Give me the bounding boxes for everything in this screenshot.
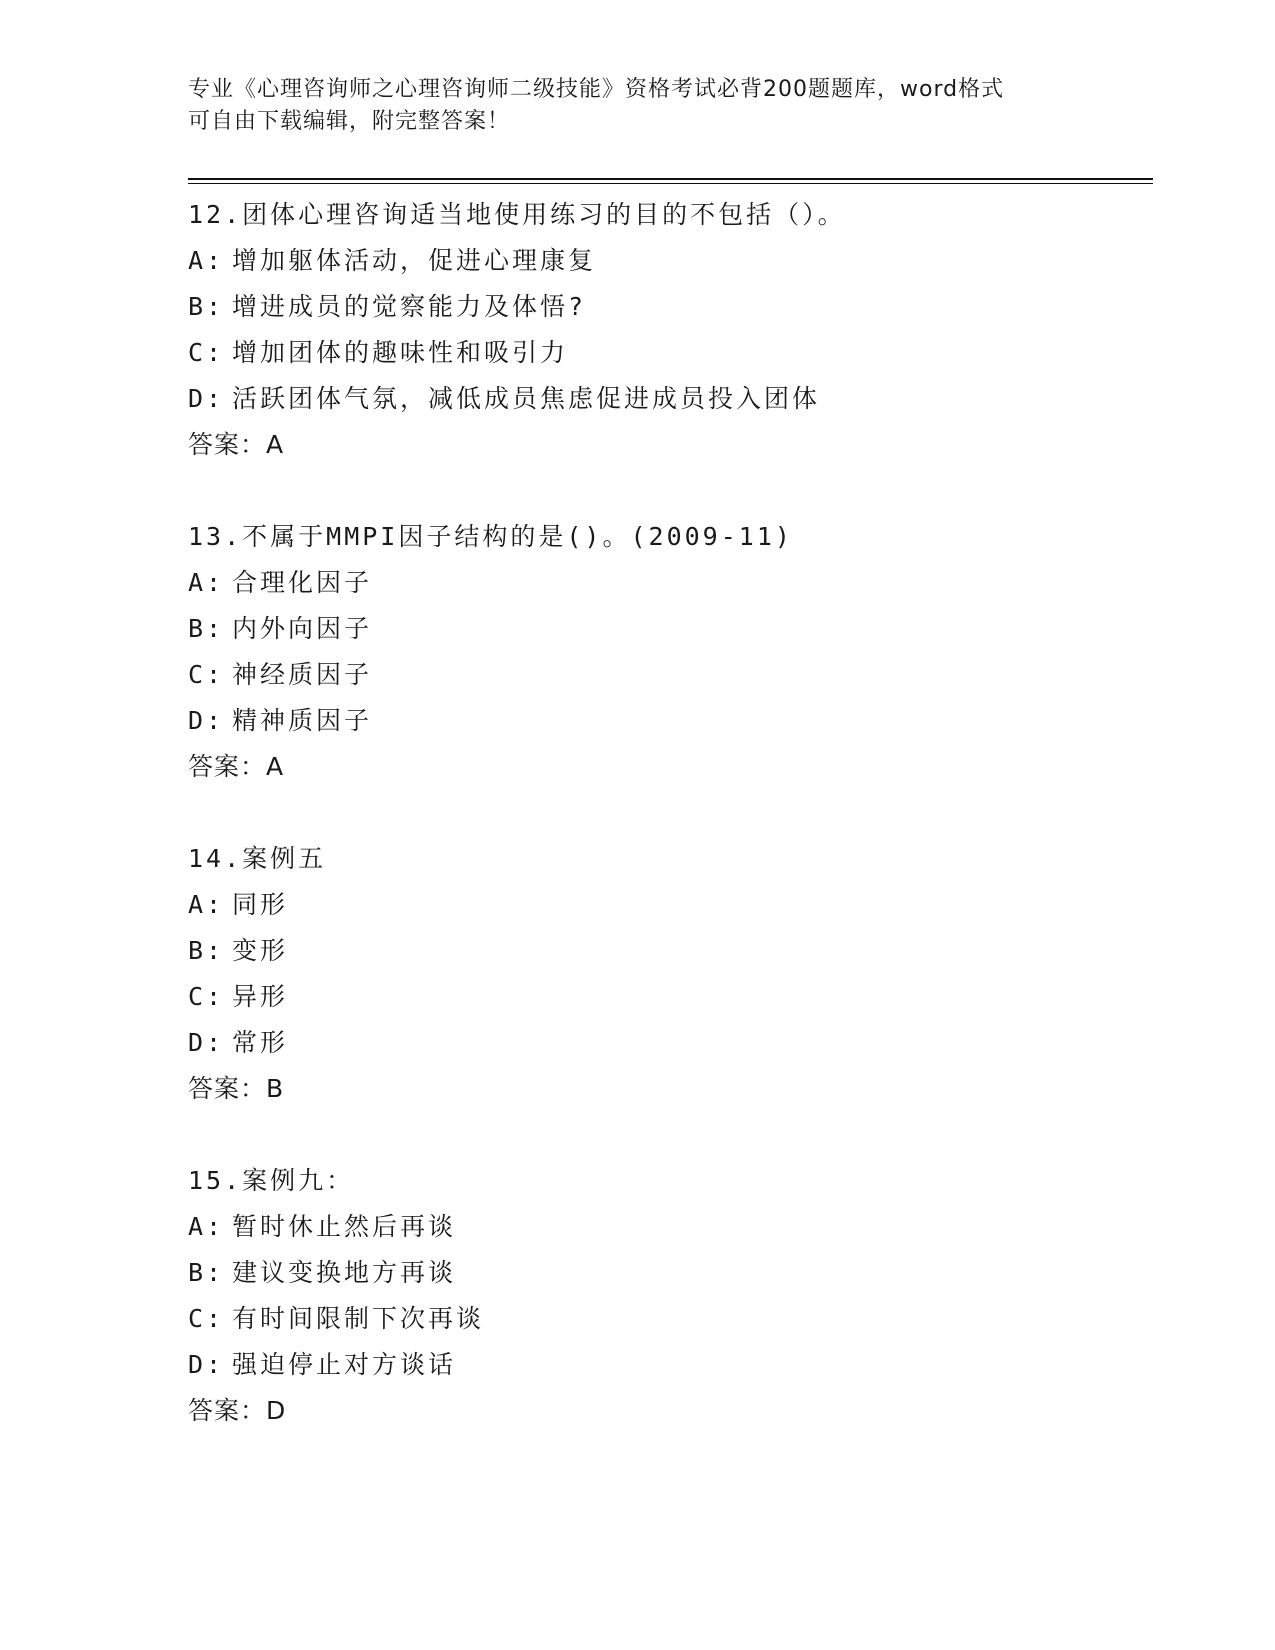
option-d [188, 698, 1148, 744]
option-b [188, 928, 1148, 974]
option-text: 内外向因子 [232, 614, 373, 643]
option-letter: B: [188, 936, 225, 965]
option-c [188, 1296, 1148, 1342]
option-letter: C: [188, 660, 225, 689]
option-a [188, 882, 1148, 928]
option-letter: D: [188, 706, 225, 735]
question-item [188, 192, 1148, 468]
option-b [188, 606, 1148, 652]
option-text: 暂时休止然后再谈 [232, 1212, 457, 1241]
option-text: 神经质因子 [232, 660, 373, 689]
option-text: 同形 [232, 890, 289, 919]
option-c [188, 974, 1148, 1020]
option-text: 强迫停止对方谈话 [232, 1350, 457, 1379]
question-list [188, 192, 1148, 1480]
option-letter: A: [188, 568, 225, 597]
option-letter: D: [188, 384, 225, 413]
option-letter: C: [188, 338, 225, 367]
option-b [188, 284, 1148, 330]
option-a [188, 1204, 1148, 1250]
option-letter: C: [188, 982, 225, 1011]
question-item [188, 836, 1148, 1112]
option-text: 增进成员的觉察能力及体悟? [232, 292, 587, 321]
option-letter: C: [188, 1304, 225, 1333]
question-stem: 13.不属于MMPI因子结构的是()。(2009-11) [188, 522, 793, 551]
question-stem: 14.案例五 [188, 844, 327, 873]
option-letter: A: [188, 246, 225, 275]
option-c [188, 330, 1148, 376]
question-stem: 15.案例九： [188, 1166, 355, 1195]
answer-line: 答案：B [188, 1074, 285, 1103]
document-header [188, 74, 1088, 138]
question-item [188, 514, 1148, 790]
option-letter: A: [188, 1212, 225, 1241]
option-text: 异形 [232, 982, 289, 1011]
option-letter: A: [188, 890, 225, 919]
option-text: 建议变换地方再谈 [232, 1258, 457, 1287]
answer-line: 答案：D [188, 1396, 287, 1425]
option-d [188, 1342, 1148, 1388]
option-text: 增加躯体活动，促进心理康复 [232, 246, 597, 275]
option-letter: B: [188, 292, 225, 321]
option-text: 增加团体的趣味性和吸引力 [232, 338, 569, 367]
header-line-2: 可自由下载编辑，附完整答案！ [188, 109, 511, 134]
option-letter: B: [188, 1258, 225, 1287]
option-letter: D: [188, 1350, 225, 1379]
answer-line: 答案：A [188, 430, 285, 459]
question-item [188, 1158, 1148, 1434]
option-b [188, 1250, 1148, 1296]
option-text: 常形 [232, 1028, 289, 1057]
option-letter: B: [188, 614, 225, 643]
option-text: 合理化因子 [232, 568, 373, 597]
option-letter: D: [188, 1028, 225, 1057]
option-text: 变形 [232, 936, 289, 965]
option-a [188, 560, 1148, 606]
option-text: 精神质因子 [232, 706, 373, 735]
option-a [188, 238, 1148, 284]
header-divider-thick [188, 178, 1153, 180]
option-d [188, 1020, 1148, 1066]
option-d [188, 376, 1148, 422]
option-text: 有时间限制下次再谈 [232, 1304, 485, 1333]
answer-line: 答案：A [188, 752, 285, 781]
option-text: 活跃团体气氛，减低成员焦虑促进成员投入团体 [232, 384, 821, 413]
header-divider-thin [188, 183, 1153, 184]
question-stem: 12.团体心理咨询适当地使用练习的目的不包括（）。 [188, 200, 846, 229]
option-c [188, 652, 1148, 698]
header-line-1: 专业《心理咨询师之心理咨询师二级技能》资格考试必背200题题库，word格式 [188, 77, 1005, 102]
